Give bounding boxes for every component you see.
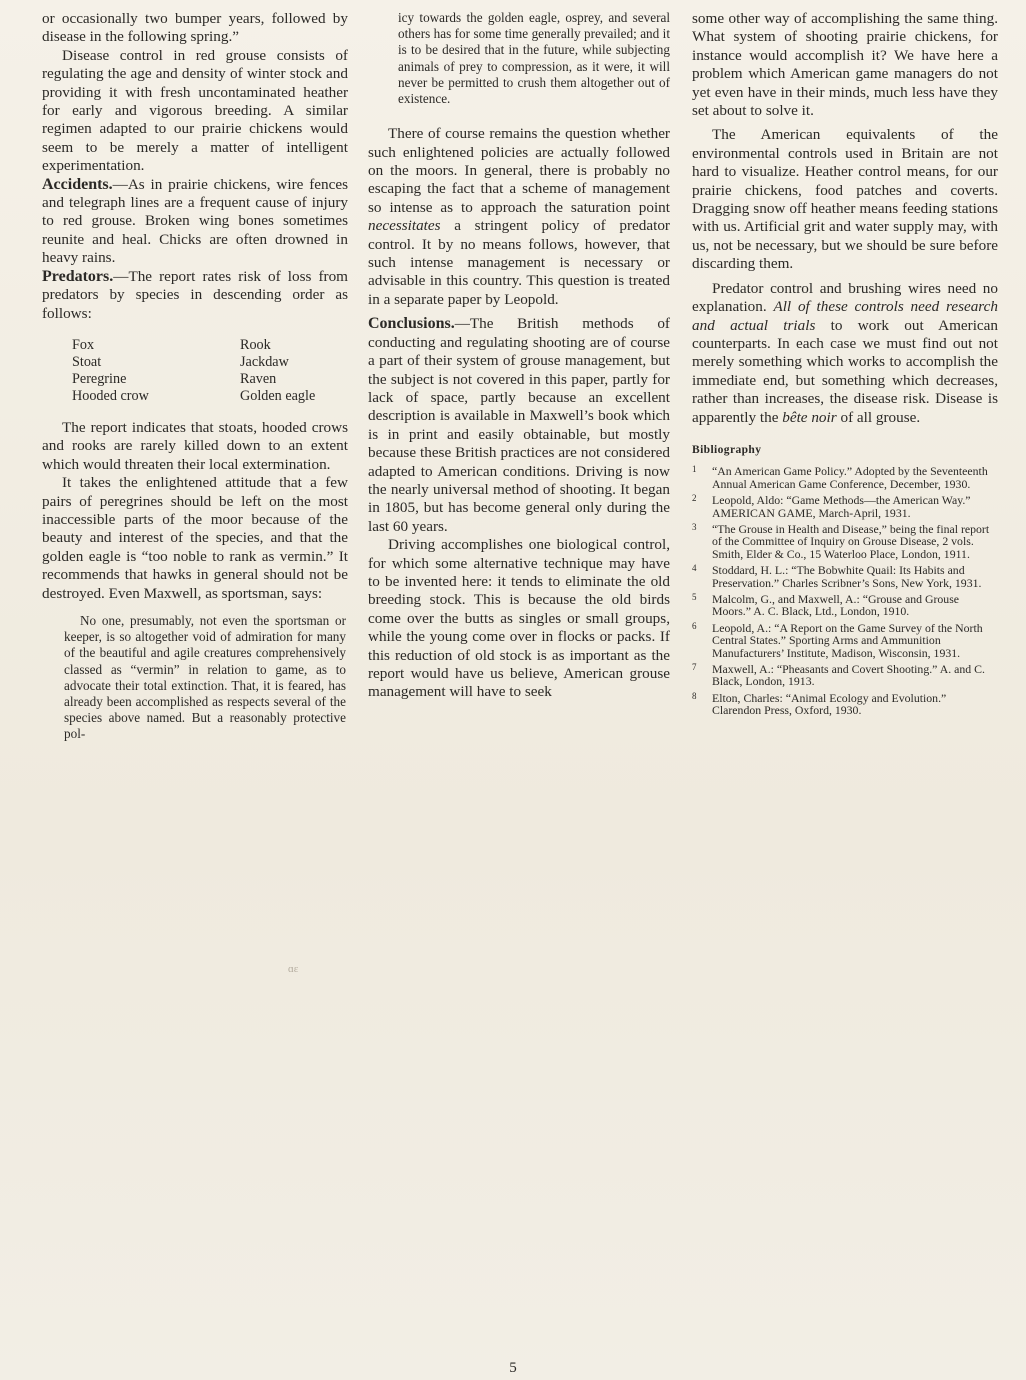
predator-cell: Fox bbox=[72, 336, 95, 353]
col1-paragraph-enlightened: It takes the enlightened attitude that a few pairs of peregrines should be left on the most inaccessible parts of the moor because of the beauty and interest of the species, and that the golden eagle is “too noble to rank as vermin.” It recommends that hawks in general should not be destroyed. Even Maxwell, as sportsman, says: bbox=[42, 474, 348, 602]
accidents-heading: Accidents. bbox=[42, 175, 113, 193]
bibliography-item bbox=[692, 663, 998, 688]
accidents-text: —As in prairie chickens, wire fences and telegraph lines are a frequent cause of injury to red grouse. Broken wing bones sometimes reunite and heal. Chicks are often drowned in heavy rains. bbox=[42, 175, 348, 267]
conclusions-text: —The British methods of conducting and regulating shooting are of course a part of their system of grouse management, but the subject is not covered in this paper, partly for lack of space, partly because an excellent description is available in Maxwell’s book which is in print and easily obtainable, but mostly because these British practices are not considered adapted to American conditions. Driving is now the nearly universal method of shooting. It began in 1805, but has become general only during the last 60 years. bbox=[368, 315, 670, 535]
conclusions-heading: Conclusions. bbox=[368, 315, 455, 333]
col3-p3-italic: All of these controls need research and actual trials bbox=[692, 298, 998, 334]
col2-paragraph-driving: Driving accomplishes one biological control, for which some alternative technique may have to be invented here: it tends to eliminate the old breeding stock. This is because the old birds come over the butts as singles or small groups, while the young come over in flocks or packs. If this reduction of old stock is as important as the report would have us believe, American grouse management will have to seek bbox=[368, 536, 670, 701]
bibliography-item bbox=[692, 622, 998, 659]
col3-p3-end: of all grouse. bbox=[836, 408, 921, 426]
col3-p3-mid: to work out American counterparts. In each case we must find out not merely something which works to accomplish the immediate end, but something which decreases, rather than increases, the disease risk. Disease is apparently the bbox=[692, 316, 998, 426]
bibliography-number: 2 bbox=[692, 493, 697, 504]
bibliography-number: 5 bbox=[692, 592, 697, 602]
predators-paragraph bbox=[42, 268, 348, 323]
col2-paragraph-question bbox=[368, 125, 670, 309]
bibliography-text: Stoddard, H. L.: “The Bobwhite Quail: Its Habits and Preservation.” Charles Scribner’s Sons, New York, 1931. bbox=[712, 563, 982, 590]
bibliography-list bbox=[692, 465, 998, 716]
predator-cell: Jackdaw bbox=[240, 353, 289, 370]
bibliography-text: “The Grouse in Health and Disease,” being the final report of the Committee of Inquiry on Grouse Disease, 2 vols. Smith, Elder & Co., 15 Waterloo Place, London, 1911. bbox=[712, 521, 990, 561]
bibliography-number: 7 bbox=[692, 662, 697, 673]
bibliography-item bbox=[692, 564, 998, 589]
maxwell-quote-continued: icy towards the golden eagle, osprey, and several others has for some time generally prevailed; and it is to be desired that in the future, while subjecting animals of prey to compression, as it were, it will never be permitted to crush them altogether out of existence. bbox=[398, 10, 670, 107]
bibliography-text: “An American Game Policy.” Adopted by the Seventeenth Annual American Game Conference, December, 1930. bbox=[712, 464, 988, 491]
predator-row bbox=[72, 337, 315, 354]
stray-mark: ɑɛ bbox=[288, 963, 299, 975]
bibliography-number: 6 bbox=[692, 620, 697, 631]
conclusions-paragraph bbox=[368, 315, 670, 536]
maxwell-quote: No one, presumably, not even the sportsman or keeper, is so altogether void of admiration for many of the beautiful and agile creatures comprehensively classed as “vermin” in relation to game, as to advocate their total extinction. That, it is feared, has already been accomplished as respects several of the species above named. But a reasonably protective pol- bbox=[64, 612, 346, 742]
bibliography-number: 3 bbox=[692, 521, 697, 532]
accidents-paragraph bbox=[42, 176, 348, 268]
col3-paragraph-environment: The American equivalents of the environmental controls used in Britain are not hard to visualize. Heather control means, for our prairie chickens, food patches and coverts. Dragging snow off heather means feeding stations with us. Artificial grit and water supply may, with us, not be necessary, but we should be sure before discarding them. bbox=[692, 126, 998, 273]
column-2 bbox=[368, 10, 670, 702]
bibliography-number: 1 bbox=[692, 464, 697, 475]
col3-paragraph-predator-control bbox=[692, 280, 998, 427]
bibliography-number: 8 bbox=[692, 690, 697, 701]
col3-p3-start: Predator control and brushing wires need no explanation. bbox=[692, 279, 998, 316]
page-number: 5 bbox=[509, 1360, 517, 1376]
bibliography-text: Maxwell, A.: “Pheasants and Covert Shooting.” A. and C. Black, London, 1913. bbox=[712, 662, 985, 689]
bibliography-item bbox=[692, 593, 998, 618]
bibliography-item bbox=[692, 465, 998, 490]
col3-p3-italic-2: bête noir bbox=[782, 408, 837, 426]
column-1 bbox=[42, 10, 348, 743]
bibliography-text: Elton, Charles: “Animal Ecology and Evolution.” Clarendon Press, Oxford, 1930. bbox=[712, 690, 947, 718]
col1-paragraph-disease-control: Disease control in red grouse consists of regulating the age and density of winter stock and providing it with fresh uncontaminated heather for early and vigorous breeding. A similar regimen adapted to our prairie chickens would seem to be merely a matter of intelligent experimentation. bbox=[42, 46, 348, 175]
predator-cell: Stoat bbox=[72, 353, 102, 370]
predator-row bbox=[72, 371, 315, 388]
predator-cell: Golden eagle bbox=[240, 387, 316, 404]
column-3 bbox=[692, 10, 998, 721]
bibliography-item bbox=[692, 523, 998, 560]
predator-cell: Hooded crow bbox=[72, 387, 149, 404]
bibliography-heading: Bibliography bbox=[692, 443, 762, 456]
bibliography-text: Leopold, A.: “A Report on the Game Survey of the North Central States.” Sporting Arms and Ammunition Manufacturers’ Institute, Madison, Wisconsin, 1931. bbox=[712, 620, 983, 660]
col2-p1-end: a stringent policy of predator control. It by no means follows, however, that such intense management is necessary or advisable in this country. This question is treated in a separate paper by Leopold. bbox=[368, 217, 670, 308]
col2-p1-text: There of course remains the question whether such enlightened policies are actually followed on the moors. In general, there is probably no escaping the fact that a scheme of management so intense as to approach the saturation point bbox=[368, 125, 670, 216]
bibliography-item bbox=[692, 692, 998, 717]
predator-cell: Peregrine bbox=[72, 370, 127, 387]
bibliography-number: 4 bbox=[692, 563, 697, 574]
predator-row bbox=[72, 354, 315, 371]
predators-heading: Predators. bbox=[42, 267, 114, 285]
bibliography-text: Malcolm, G., and Maxwell, A.: “Grouse and Grouse Moors.” A. C. Black, Ltd., London, 1910. bbox=[712, 592, 960, 619]
col1-paragraph-1: or occasionally two bumper years, followed by disease in the following spring.” bbox=[42, 10, 348, 46]
bibliography-text: Leopold, Aldo: “Game Methods—the American Way.” AMERICAN GAME, March-April, 1931. bbox=[712, 493, 971, 520]
predator-row bbox=[72, 388, 315, 405]
col1-paragraph-report-indicates: The report indicates that stoats, hooded crows and rooks are rarely killed down to an extent which would threaten their local extermination. bbox=[42, 418, 348, 473]
predator-table bbox=[72, 337, 315, 405]
predator-cell: Raven bbox=[240, 370, 277, 387]
predator-cell: Rook bbox=[240, 336, 271, 353]
col2-p1-italic: necessitates bbox=[368, 217, 441, 235]
bibliography-item bbox=[692, 494, 998, 519]
col3-paragraph-1: some other way of accomplishing the same thing. What system of shooting prairie chickens, for instance would accomplish it? We have here a problem which American game managers do not yet even have in their minds, much less have they set about to solve it. bbox=[692, 10, 998, 120]
predators-text: —The report rates risk of loss from predators by species in descending order as follows: bbox=[42, 267, 348, 322]
